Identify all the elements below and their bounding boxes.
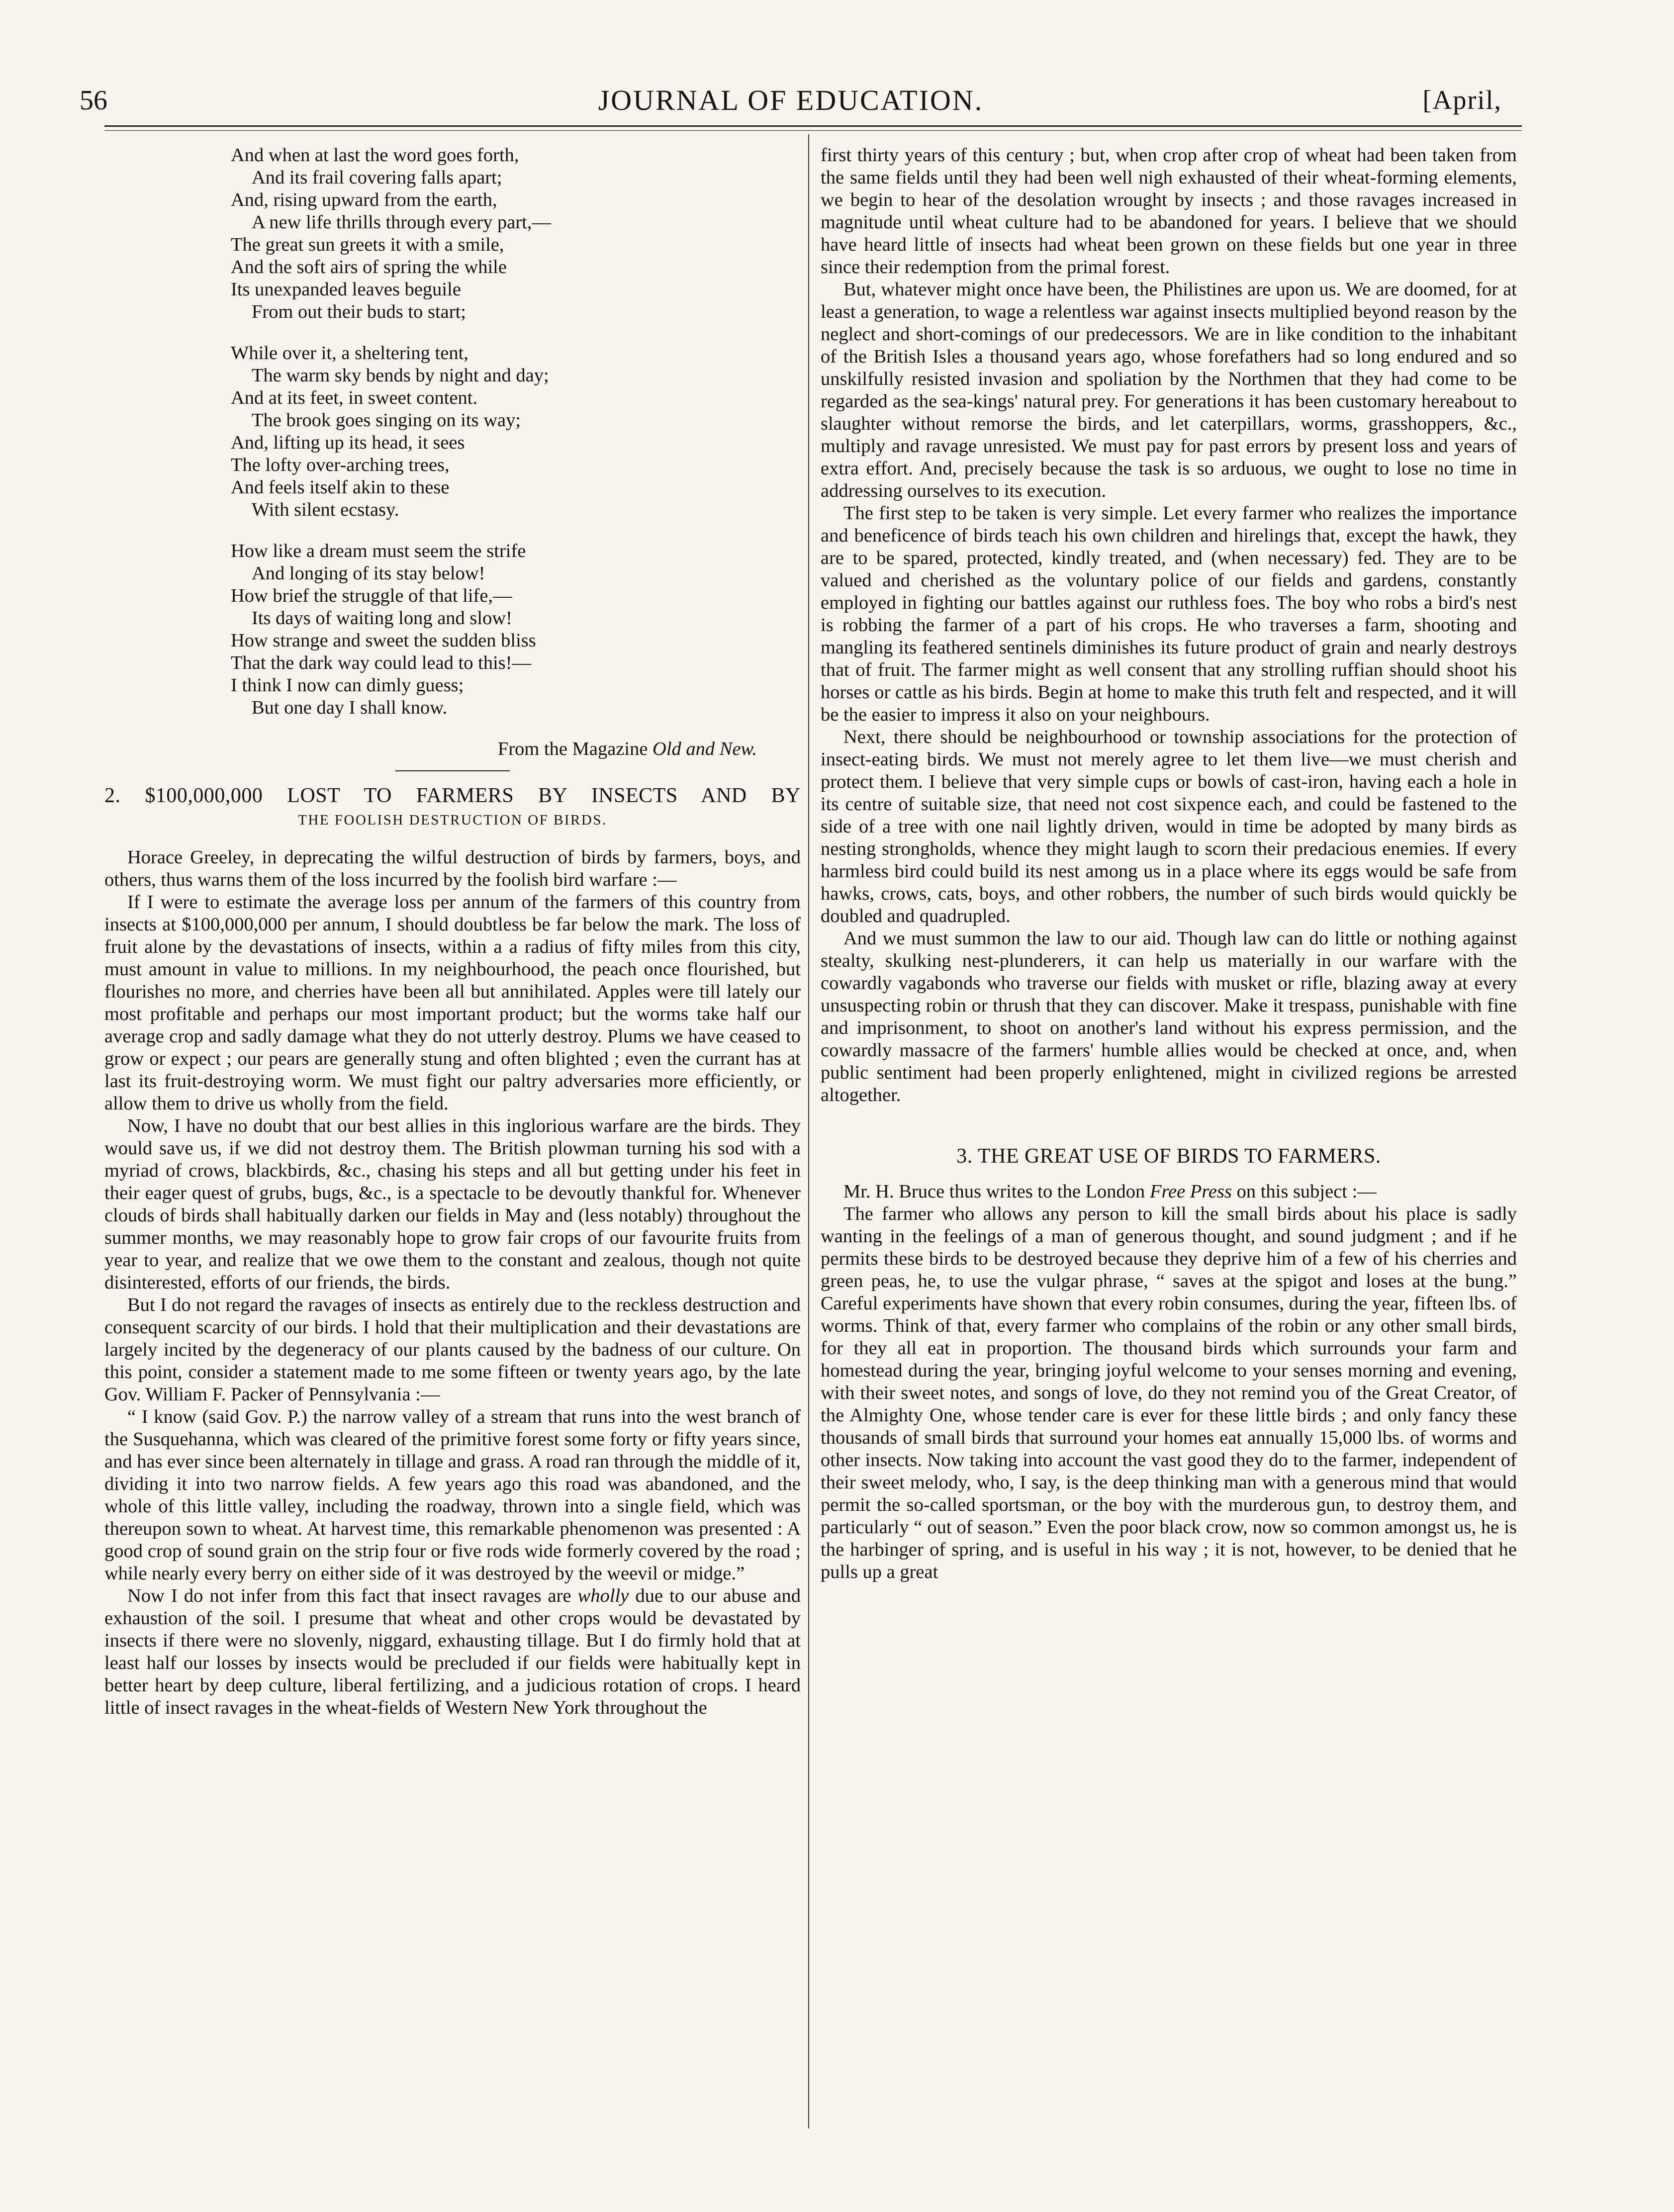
article-2-paragraph: Next, there should be neighbourhood or township associations for the protection of insect-eating birds. We must not merely agree to let them live—we must cherish and protect them. I believe that very simple cups or bowls of cast-iron, having each a hole in its centre of suitable size, that need not cost sixpence each, and could be fastened to the side of a tree with one nail lightly driven, would in time be adopted by many birds as nesting strongholds, whence they might laugh to scorn their predacious enemies. If every harmless bird could build its nest among us in a place where its eggs would be safe from hawks, crows, cats, boys, and other robbers, the number of such birds would quickly be doubled and quadrupled. <box>821 727 1517 926</box>
poem-line: I think I now can dimly guess; <box>231 675 464 696</box>
article-2-paragraph: But I do not regard the ravages of insects as entirely due to the reckless destruction and consequent scarcity of our birds. I hold that their multiplication and their devastations are largely incited by the degeneracy of our plants caused by the badness of our culture. On this point, consider a statement made to me some fifteen or twenty years ago, by the late Gov. William F. Packer of Pennsylvania :— <box>104 1294 801 1405</box>
poem <box>104 144 801 719</box>
poem-line: That the dark way could lead to this!— <box>231 652 532 673</box>
article-3-heading: 3. THE GREAT USE OF BIRDS TO FARMERS. <box>956 1145 1381 1168</box>
header-rule-thin <box>104 130 1522 131</box>
poem-line: And, rising upward from the earth, <box>231 189 497 210</box>
poem-line: With silent ecstasy. <box>252 499 399 520</box>
poem-line: While over it, a sheltering tent, <box>231 343 468 364</box>
poem-line: And its frail covering falls apart; <box>252 167 502 188</box>
poem-line: The brook goes singing on its way; <box>252 410 521 431</box>
emphasis: wholly <box>577 1585 629 1606</box>
poem-stanza <box>231 144 801 323</box>
poem-line: The lofty over-arching trees, <box>231 455 450 475</box>
poem-line: Its unexpanded leaves beguile <box>231 279 461 300</box>
poem-source-title: Old and New. <box>652 738 757 759</box>
article-2-subheading: THE FOOLISH DESTRUCTION OF BIRDS. <box>298 812 607 828</box>
poem-line: And when at last the word goes forth, <box>231 145 519 166</box>
page-number: 56 <box>80 85 107 116</box>
poem-line: The great sun greets it with a smile, <box>231 234 504 255</box>
poem-stanza <box>231 540 801 719</box>
right-column <box>821 144 1517 2128</box>
article-3-intro <box>821 1181 1517 1203</box>
article-2-paragraph: But, whatever might once have been, the Philistines are upon us. We are doomed, for at least a generation, to wage a relentless war against insects multiplied beyond reason by the neglect and short-comings of our predecessors. We are in like condition to the inhabitant of the British Isles a thousand years ago, whose forefathers had so long endured and so unskilfully resisted invasion and spoliation by the Northmen that they had come to be regarded as the sea-kings' natural prey. For generations it has been customary hereabout to slaughter without remorse the birds, and let caterpillars, worms, grasshoppers, &c., multiply and ravage unresisted. We must pay for past errors by present loss and years of extra effort. And, precisely because the task is so arduous, we ought to lose no time in addressing ourselves to its execution. <box>821 279 1517 501</box>
article-2-paragraph: The first step to be taken is very simple. Let every farmer who realizes the importance and beneficence of birds teach his own children and hirelings that, except the hawk, they are to be spared, protected, kindly treated, and (when necessary) fed. They are to be valued and cherished as the voluntary police of our fields and gardens, constantly employed in fighting our battles against our ruthless foes. The boy who robs a bird's nest is robbing the farmer of a part of his crops. He who traverses a farm, shooting and mangling its feathered sentinels diminishes its future product of grain and nearly destroys that of fruit. The farmer might as well consent that any strolling ruffian should shoot his horses or cattle as his birds. Begin at home to make this truth felt and respected, and it will be the easier to impress it also on your neighbours. <box>821 503 1517 725</box>
left-column <box>104 144 801 2128</box>
text-run: on this subject :— <box>1231 1181 1377 1202</box>
article-2-quote: “ I know (said Gov. P.) the narrow valley of a stream that runs into the west branch of the Susquehanna, which was cleared of the primitive forest some forty or fifty years since, and has ever since been alternately in tillage and grass. A road ran through the middle of it, dividing it into two narrow fields. A few years ago this road was abandoned, and the whole of this little valley, including the roadway, thrown into a single field, which was thereupon sown to wheat. At harvest time, this remarkable phenomenon was presented : A good crop of sound grain on the strip four or five rods wide formerly covered by the road ; while nearly every berry on either side of it was destroyed by the weevil or midge.” <box>104 1406 801 1584</box>
column-divider <box>808 134 809 2128</box>
article-2-paragraph <box>104 1585 801 1719</box>
poem-line: How strange and sweet the sudden bliss <box>231 630 536 651</box>
article-3-paragraph: The farmer who allows any person to kill the small birds about his place is sadly wanting in the feelings of a man of generous thought, and sound judgment ; and if he permits these birds to be destroyed because they deprive him of a few of his cherries and green peas, he, to use the vulgar phrase, “ saves at the spigot and loses at the bung.” Careful experiments have shown that every robin consumes, during the year, fifteen lbs. of worms. Think of that, every farmer who complains of the robin or any other small birds, for they all eat in proportion. The thousand birds which surrounds your farm and homestead during the year, bringing joyful welcome to your senses morning and evening, with their sweet notes, and songs of love, do they not remind you of the Great Creator, of the Almighty One, whose tender care is ever for these little birds ; and only fancy these thousands of small birds that surround your homes eat annually 15,000 lbs. of worms and other insects. Now taking into account the vast good they do to the farmer, independent of their sweet melody, who, I say, is the deep thinking man with a generous mind that would permit the so-called sportsman, or the boy with the murderous gun, to destroy them, and particularly “ out of season.” Even the poor black crow, now so common amongst us, he is the harbinger of spring, and is useful in his way ; it is not, however, to be denied that he pulls up a great <box>821 1203 1517 1582</box>
poem-line: How brief the struggle of that life,— <box>231 585 512 606</box>
text-run: Mr. H. Bruce thus writes to the London <box>843 1181 1150 1202</box>
page-header <box>80 0 1502 124</box>
issue-month: [April, <box>1422 85 1502 115</box>
journal-title: JOURNAL OF EDUCATION. <box>598 84 984 116</box>
poem-line: How like a dream must seem the strife <box>231 541 526 561</box>
poem-line: And, lifting up its head, it sees <box>231 432 465 453</box>
poem-source-prefix: From the Magazine <box>497 738 653 759</box>
poem-line: And at its feet, in sweet content. <box>231 387 478 408</box>
poem-line: A new life thrills through every part,— <box>252 212 551 233</box>
emphasis: Free Press <box>1149 1181 1232 1202</box>
poem-line: From out their buds to start; <box>252 301 466 322</box>
article-2-paragraph: If I were to estimate the average loss per annum of the farmers of this country from insects at $100,000,000 per annum, I should doubtless be far below the mark. The loss of fruit alone by the devastations of insects, within a a radius of fifty miles from this city, must amount in value to millions. In my neighbourhood, the peach once flourished, but flourishes no more, and cherries have been all but annihilated. Apples were till lately our most profitable and perhaps our most important product; but the worms take half our average crop and sadly damage what they do not utterly destroy. Plums we have ceased to grow or expect ; our pears are generally stung and often blighted ; even the currant has at last its fruit-destroying worm. We must fight our paltry adversaries more efficiently, or allow them to drive us wholly from the field. <box>104 892 801 1114</box>
poem-line: And longing of its stay below! <box>252 563 485 584</box>
text-run: due to our abuse and exhaustion of the soil. I presume that wheat and other crops would be devastated by insects if there were no slovenly, niggard, exhausting tillage. But I do firmly hold that at least half our losses by insects would be precluded if our fields were habitually kept in better heart by deep culture, liberal fertilizing, and a judicious rotation of crops. I heard little of insect ravages in the wheat-fields of Western New York throughout the <box>104 1585 801 1718</box>
poem-line: Its days of waiting long and slow! <box>252 608 512 629</box>
article-2-continuation: first thirty years of this century ; but, when crop after crop of wheat had been taken from the same fields until they had been well nigh exhausted of their wheat-forming elements, we begin to hear of the desolation wrought by insects ; and those ravages increased in magnitude until wheat culture had to be abandoned for years. I believe that we should have heard little of insects had wheat been grown on these fields but one year in three since their redemption from the primal forest. <box>821 145 1517 277</box>
poem-stanza <box>231 342 801 521</box>
poem-source <box>104 738 801 760</box>
header-rule <box>104 125 1522 127</box>
poem-line: But one day I shall know. <box>252 697 448 718</box>
article-2-paragraph: And we must summon the law to our aid. Though law can do little or nothing against stealty, skulking nest-plunderers, it can help us materially in our warfare with the cowardly vagabonds who traverse our fields with musket or rifle, blazing away at every unsuspecting robin or thrush that they can discover. Make it trespass, punishable with fine and imprisonment, to shoot on another's land without his express permission, and the cowardly massacre of the farmers' humble allies would be checked at once, and, when public sentiment had been properly enlightened, might in civilized regions be arrested altogether. <box>821 928 1517 1106</box>
article-2-intro: Horace Greeley, in deprecating the wilful destruction of birds by farmers, boys, and others, thus warns them of the loss incurred by the foolish bird warfare :— <box>104 847 801 890</box>
text-run: Now I do not infer from this fact that insect ravages are <box>127 1585 578 1606</box>
article-2-heading: 2. $100,000,000 LOST TO FARMERS BY INSECTS AND BY <box>104 784 801 807</box>
poem-line: And feels itself akin to these <box>231 477 450 498</box>
section-separator <box>395 770 510 771</box>
poem-line: The warm sky bends by night and day; <box>252 365 549 386</box>
poem-line: And the soft airs of spring the while <box>231 257 507 277</box>
article-2-paragraph: Now, I have no doubt that our best allies in this inglorious warfare are the birds. They would save us, if we did not destroy them. The British plowman turning his sod with a myriad of crows, blackbirds, &c., chasing his steps and all but getting under his feet in their eager quest of grubs, bugs, &c., is a spectacle to be devoutly thankful for. Whenever clouds of birds shall habitually darken our fields in May and (less notably) throughout the summer months, we may reasonably hope to grow fair crops of our favourite fruits from year to year, and realize that we owe them to the constant and zealous, though not quite disinterested, efforts of our friends, the birds. <box>104 1115 801 1293</box>
